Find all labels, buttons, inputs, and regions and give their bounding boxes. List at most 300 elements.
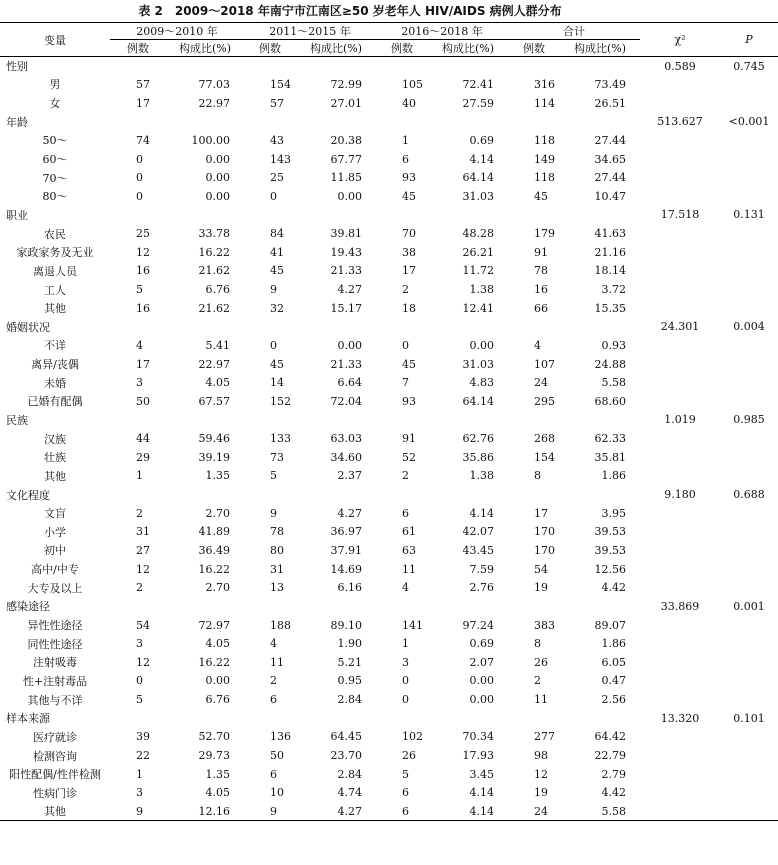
count-cell: 18 (402, 301, 416, 315)
percent-cell: 22.97 (198, 96, 230, 110)
percent-cell: 12.16 (198, 804, 230, 818)
p-value: 0.985 (733, 413, 765, 427)
count-cell: 7 (402, 376, 409, 390)
row-label: 其他 (44, 469, 66, 483)
table-row (0, 541, 778, 560)
table-row (0, 75, 778, 94)
table-row (0, 467, 778, 486)
table-row (0, 690, 778, 709)
count-cell: 118 (534, 133, 555, 147)
percent-cell: 0.47 (601, 674, 626, 688)
count-cell: 24 (534, 376, 548, 390)
group-label: 性别 (6, 60, 28, 74)
group-label: 样本来源 (6, 712, 50, 726)
percent-cell: 31.03 (462, 357, 494, 371)
count-cell: 16 (136, 301, 150, 315)
table-row (0, 783, 778, 802)
count-cell: 149 (534, 152, 555, 166)
count-cell: 154 (534, 450, 555, 464)
group-row (0, 317, 778, 336)
table-row (0, 392, 778, 411)
table-row (0, 448, 778, 467)
count-cell: 9 (270, 804, 277, 818)
percent-cell: 21.16 (594, 245, 626, 259)
count-cell: 12 (136, 245, 150, 259)
percent-cell: 2.56 (601, 693, 626, 707)
table-row (0, 746, 778, 765)
table-row (0, 560, 778, 579)
percent-cell: 0.00 (469, 693, 494, 707)
percent-cell: 43.45 (462, 543, 494, 557)
count-cell: 3 (136, 376, 143, 390)
percent-cell: 27.44 (594, 171, 626, 185)
table-row (0, 578, 778, 597)
count-cell: 31 (136, 525, 150, 539)
percent-cell: 1.90 (337, 637, 362, 651)
table-row (0, 131, 778, 150)
percent-cell: 5.58 (601, 804, 626, 818)
count-cell: 52 (402, 450, 416, 464)
count-cell: 63 (402, 543, 416, 557)
chi-square-value: 17.518 (660, 208, 700, 222)
percent-cell: 37.91 (330, 543, 362, 557)
percent-cell: 52.70 (198, 730, 230, 744)
row-label: 检测咨询 (33, 749, 77, 763)
header-total: 合计 (508, 23, 640, 40)
percent-cell: 5.41 (205, 338, 230, 352)
count-cell: 32 (270, 301, 284, 315)
percent-cell: 63.03 (330, 432, 362, 446)
percent-cell: 0.69 (469, 637, 494, 651)
row-label: 性病门诊 (33, 786, 77, 800)
percent-cell: 4.14 (469, 152, 494, 166)
percent-cell: 1.35 (205, 469, 230, 483)
count-cell: 16 (136, 264, 150, 278)
table-row (0, 299, 778, 318)
row-label: 男 (49, 78, 61, 92)
percent-cell: 6.64 (337, 376, 362, 390)
count-cell: 107 (534, 357, 555, 371)
p-value: 0.688 (733, 488, 765, 502)
row-label: 性+注射毒品 (22, 674, 88, 688)
count-cell: 66 (534, 301, 548, 315)
percent-cell: 4.14 (469, 786, 494, 800)
percent-cell: 64.14 (462, 171, 494, 185)
header-period-2011: 2011～2015 年 (244, 23, 376, 40)
header-pct: 构成比(%) (573, 42, 627, 55)
count-cell: 1 (136, 767, 143, 781)
count-cell: 5 (136, 283, 143, 296)
table-body (0, 57, 778, 821)
row-label: 不详 (44, 339, 66, 353)
p-value: 0.001 (733, 599, 765, 613)
group-row (0, 411, 778, 430)
count-cell: 9 (270, 506, 277, 520)
table-row (0, 150, 778, 169)
table-row (0, 672, 778, 691)
count-cell: 5 (402, 767, 409, 781)
row-label: 80～ (42, 190, 68, 204)
count-cell: 1 (402, 637, 409, 651)
percent-cell: 16.22 (198, 562, 230, 576)
distribution-table (0, 22, 778, 821)
percent-cell: 21.33 (330, 264, 362, 278)
count-cell: 133 (270, 432, 291, 446)
count-cell: 6 (270, 767, 277, 781)
count-cell: 3 (402, 655, 409, 669)
table-row (0, 653, 778, 672)
count-cell: 38 (402, 245, 416, 259)
count-cell: 45 (402, 357, 416, 371)
percent-cell: 89.10 (330, 618, 362, 632)
percent-cell: 4.42 (601, 581, 626, 595)
count-cell: 45 (270, 264, 284, 278)
count-cell: 17 (136, 96, 150, 110)
row-label: 阳性配偶/性伴检测 (9, 768, 101, 782)
row-label: 其他 (44, 302, 66, 316)
header-variable: 变量 (44, 33, 66, 47)
percent-cell: 35.81 (594, 450, 626, 464)
header-count: 例数 (523, 42, 545, 55)
count-cell: 12 (534, 767, 548, 781)
percent-cell: 1.86 (601, 637, 626, 651)
count-cell: 93 (402, 394, 416, 408)
percent-cell: 72.97 (198, 618, 230, 632)
count-cell: 54 (136, 618, 150, 632)
count-cell: 11 (534, 693, 548, 707)
header-count: 例数 (127, 42, 149, 55)
row-label: 女 (49, 97, 61, 111)
row-label: 70～ (42, 171, 68, 185)
group-label: 职业 (6, 208, 28, 222)
count-cell: 45 (270, 357, 284, 371)
percent-cell: 4.42 (601, 786, 626, 800)
count-cell: 136 (270, 730, 291, 744)
count-cell: 43 (270, 133, 284, 147)
count-cell: 6 (402, 786, 409, 800)
count-cell: 57 (136, 77, 150, 91)
count-cell: 1 (402, 133, 409, 147)
percent-cell: 0.93 (601, 338, 626, 352)
percent-cell: 0.95 (337, 674, 362, 688)
group-label: 感染途径 (6, 600, 50, 614)
table-row (0, 634, 778, 653)
table-header (0, 23, 778, 57)
count-cell: 41 (270, 245, 284, 259)
percent-cell: 0.00 (205, 152, 230, 166)
percent-cell: 23.70 (330, 749, 362, 763)
count-cell: 0 (402, 338, 409, 352)
percent-cell: 1.38 (469, 469, 494, 483)
percent-cell: 35.86 (462, 450, 494, 464)
row-label: 其他 (44, 805, 66, 819)
percent-cell: 42.07 (462, 525, 494, 539)
chi-square-value: 9.180 (664, 488, 696, 502)
count-cell: 98 (534, 749, 548, 763)
percent-cell: 4.05 (205, 637, 230, 651)
count-cell: 0 (270, 338, 277, 352)
percent-cell: 0.00 (205, 171, 230, 185)
percent-cell: 20.38 (330, 133, 362, 147)
percent-cell: 0.00 (337, 189, 362, 203)
table-row (0, 373, 778, 392)
percent-cell: 77.03 (198, 77, 230, 91)
count-cell: 170 (534, 543, 555, 557)
percent-cell: 89.07 (594, 618, 626, 632)
percent-cell: 67.57 (198, 394, 230, 408)
percent-cell: 64.14 (462, 394, 494, 408)
percent-cell: 0.00 (469, 674, 494, 688)
count-cell: 26 (402, 749, 416, 763)
table-row (0, 187, 778, 206)
header-p-value: P (745, 33, 753, 46)
count-cell: 4 (402, 581, 409, 595)
percent-cell: 68.60 (594, 394, 626, 408)
percent-cell: 64.45 (330, 730, 362, 744)
count-cell: 0 (270, 189, 277, 203)
percent-cell: 6.76 (205, 283, 230, 296)
table-row (0, 802, 778, 821)
row-label: 60～ (42, 153, 68, 167)
percent-cell: 2.79 (601, 767, 626, 781)
table-row (0, 224, 778, 243)
percent-cell: 27.01 (330, 96, 362, 110)
count-cell: 170 (534, 525, 555, 539)
p-value: 0.131 (733, 208, 765, 222)
count-cell: 0 (136, 171, 143, 185)
count-cell: 2 (270, 674, 277, 688)
header-pct: 构成比(%) (309, 42, 363, 55)
percent-cell: 73.49 (594, 77, 626, 91)
percent-cell: 16.22 (198, 245, 230, 259)
percent-cell: 4.14 (469, 506, 494, 520)
count-cell: 8 (534, 637, 541, 651)
header-count: 例数 (391, 42, 413, 55)
count-cell: 22 (136, 749, 150, 763)
count-cell: 2 (136, 506, 143, 520)
p-value: 0.101 (733, 711, 765, 725)
row-label: 同性性途径 (27, 637, 83, 651)
group-label: 文化程度 (6, 488, 50, 502)
percent-cell: 72.04 (330, 394, 362, 408)
percent-cell: 4.27 (337, 283, 362, 296)
percent-cell: 64.42 (594, 730, 626, 744)
count-cell: 3 (136, 637, 143, 651)
percent-cell: 4.14 (469, 804, 494, 818)
percent-cell: 6.76 (205, 693, 230, 707)
group-row (0, 709, 778, 728)
percent-cell: 17.93 (462, 749, 494, 763)
count-cell: 17 (136, 357, 150, 371)
row-label: 其他与不详 (27, 693, 83, 707)
percent-cell: 18.14 (594, 264, 626, 278)
percent-cell: 39.53 (594, 543, 626, 557)
percent-cell: 3.95 (601, 506, 626, 520)
percent-cell: 22.79 (594, 749, 626, 763)
count-cell: 74 (136, 133, 150, 147)
percent-cell: 34.60 (330, 450, 362, 464)
header-chi-square: χ² (674, 33, 686, 46)
percent-cell: 62.33 (594, 432, 626, 446)
group-label: 民族 (6, 413, 28, 427)
count-cell: 118 (534, 171, 555, 185)
percent-cell: 39.53 (594, 525, 626, 539)
count-cell: 17 (534, 506, 548, 520)
count-cell: 11 (270, 655, 284, 669)
percent-cell: 34.65 (594, 152, 626, 166)
p-value: 0.745 (733, 59, 765, 73)
count-cell: 2 (136, 581, 143, 595)
header-pct: 构成比(%) (441, 42, 495, 55)
percent-cell: 19.43 (330, 245, 362, 259)
row-label: 医疗就诊 (33, 730, 77, 744)
percent-cell: 100.00 (191, 133, 230, 147)
count-cell: 39 (136, 730, 150, 744)
count-cell: 5 (270, 469, 277, 483)
count-cell: 54 (534, 562, 548, 576)
count-cell: 141 (402, 618, 423, 632)
row-label: 注射吸毒 (33, 656, 77, 670)
count-cell: 1 (136, 469, 143, 483)
count-cell: 0 (402, 693, 409, 707)
percent-cell: 2.70 (205, 506, 230, 520)
table-row (0, 429, 778, 448)
row-label: 离退人员 (33, 264, 77, 278)
row-label: 家政家务及无业 (16, 246, 94, 260)
percent-cell: 3.72 (601, 283, 626, 296)
row-label: 高中/中专 (31, 563, 79, 577)
row-label: 文盲 (44, 507, 66, 521)
count-cell: 5 (136, 693, 143, 707)
chi-square-value: 33.869 (660, 599, 700, 613)
count-cell: 80 (270, 543, 284, 557)
group-row (0, 597, 778, 616)
table-row (0, 504, 778, 523)
percent-cell: 4.27 (337, 804, 362, 818)
table-row (0, 243, 778, 262)
count-cell: 0 (136, 189, 143, 203)
count-cell: 8 (534, 469, 541, 483)
count-cell: 0 (136, 674, 143, 688)
count-cell: 6 (402, 152, 409, 166)
count-cell: 93 (402, 171, 416, 185)
percent-cell: 0.00 (205, 674, 230, 688)
count-cell: 25 (136, 227, 150, 241)
header-pct: 构成比(%) (178, 42, 232, 55)
header-period-2009: 2009～2010 年 (110, 23, 244, 40)
count-cell: 50 (270, 749, 284, 763)
table-row (0, 336, 778, 355)
p-value: <0.001 (728, 115, 770, 129)
percent-cell: 0.69 (469, 133, 494, 147)
count-cell: 10 (270, 786, 284, 800)
chi-square-value: 513.627 (657, 115, 703, 129)
percent-cell: 31.03 (462, 189, 494, 203)
percent-cell: 1.86 (601, 469, 626, 483)
table-row (0, 355, 778, 374)
percent-cell: 27.59 (462, 96, 494, 110)
percent-cell: 2.76 (469, 581, 494, 595)
count-cell: 268 (534, 432, 555, 446)
count-cell: 154 (270, 77, 291, 91)
count-cell: 44 (136, 432, 150, 446)
row-label: 50～ (42, 134, 68, 148)
percent-cell: 2.84 (337, 767, 362, 781)
count-cell: 91 (402, 432, 416, 446)
chi-square-value: 1.019 (664, 413, 696, 427)
percent-cell: 3.45 (469, 767, 494, 781)
count-cell: 25 (270, 171, 284, 185)
row-label: 小学 (44, 525, 66, 539)
row-label: 汉族 (44, 432, 66, 446)
group-row (0, 485, 778, 504)
row-label: 大专及以上 (27, 581, 83, 595)
percent-cell: 26.21 (462, 245, 494, 259)
table-row (0, 280, 778, 299)
row-label: 工人 (44, 283, 66, 297)
percent-cell: 2.07 (469, 655, 494, 669)
percent-cell: 7.59 (469, 562, 494, 576)
percent-cell: 24.88 (594, 357, 626, 371)
table-row (0, 523, 778, 542)
percent-cell: 21.62 (198, 301, 230, 315)
percent-cell: 39.81 (330, 227, 362, 241)
count-cell: 295 (534, 394, 555, 408)
percent-cell: 97.24 (462, 618, 494, 632)
count-cell: 50 (136, 394, 150, 408)
percent-cell: 36.49 (198, 543, 230, 557)
percent-cell: 5.58 (601, 376, 626, 390)
percent-cell: 16.22 (198, 655, 230, 669)
percent-cell: 4.83 (469, 376, 494, 390)
count-cell: 57 (270, 96, 284, 110)
percent-cell: 67.77 (330, 152, 362, 166)
row-label: 异性性途径 (27, 619, 83, 633)
percent-cell: 2.37 (337, 469, 362, 483)
count-cell: 114 (534, 96, 555, 110)
percent-cell: 14.69 (330, 562, 362, 576)
count-cell: 24 (534, 804, 548, 818)
percent-cell: 4.27 (337, 506, 362, 520)
count-cell: 19 (534, 786, 548, 800)
count-cell: 143 (270, 152, 291, 166)
count-cell: 105 (402, 77, 423, 91)
percent-cell: 1.38 (469, 283, 494, 296)
percent-cell: 11.85 (330, 171, 362, 185)
count-cell: 179 (534, 227, 555, 241)
percent-cell: 21.33 (330, 357, 362, 371)
percent-cell: 26.51 (594, 96, 626, 110)
row-label: 农民 (44, 227, 66, 241)
percent-cell: 15.17 (330, 301, 362, 315)
chi-square-value: 13.320 (660, 711, 700, 725)
count-cell: 188 (270, 618, 291, 632)
percent-cell: 41.63 (594, 227, 626, 241)
count-cell: 61 (402, 525, 416, 539)
count-cell: 16 (534, 283, 548, 296)
count-cell: 26 (534, 655, 548, 669)
count-cell: 31 (270, 562, 284, 576)
percent-cell: 72.99 (330, 77, 362, 91)
count-cell: 6 (402, 804, 409, 818)
percent-cell: 62.76 (462, 432, 494, 446)
count-cell: 17 (402, 264, 416, 278)
row-label: 壮族 (44, 451, 66, 465)
header-count: 例数 (259, 42, 281, 55)
count-cell: 9 (136, 804, 143, 818)
count-cell: 12 (136, 655, 150, 669)
row-label: 离异/丧偶 (31, 358, 79, 372)
